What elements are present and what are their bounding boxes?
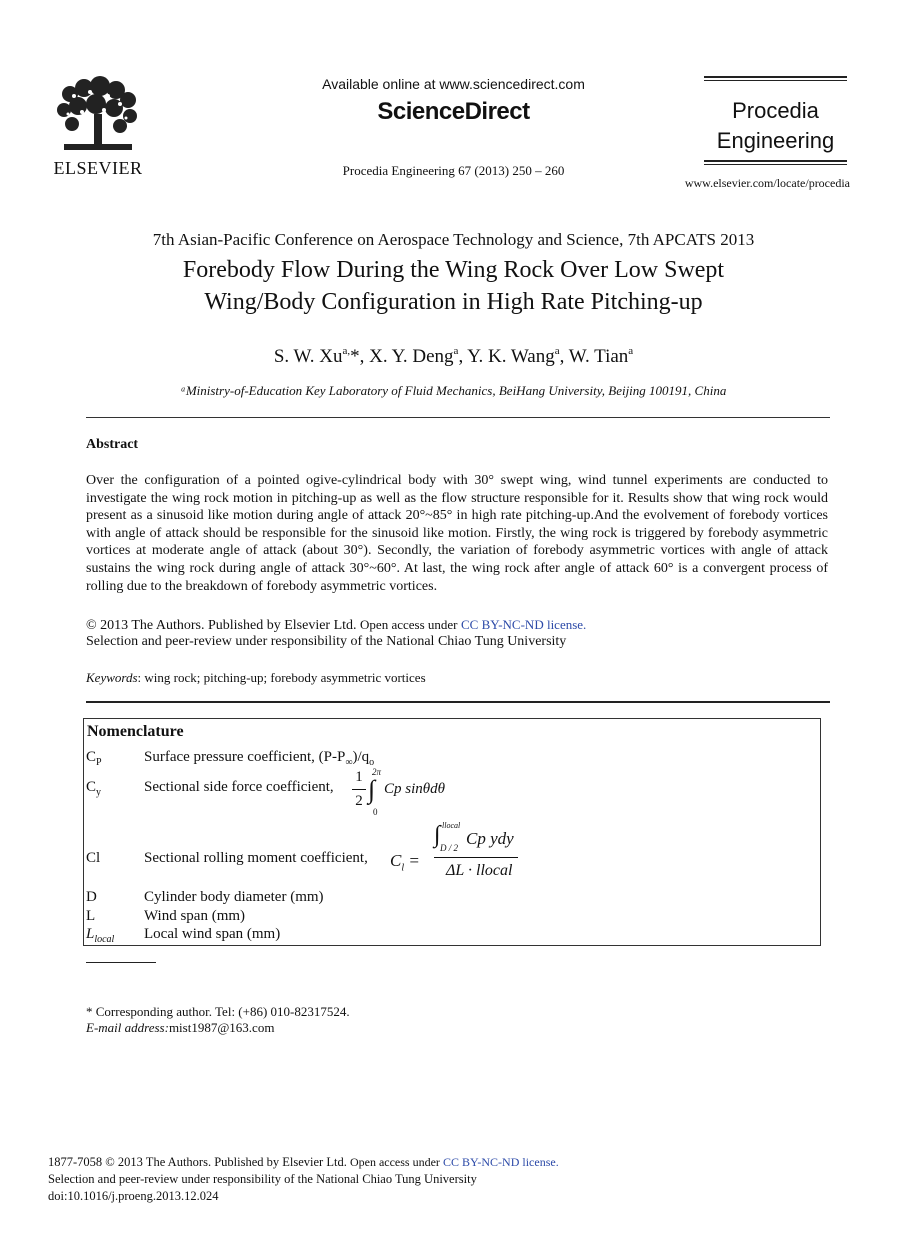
nomenclature-symbol: $C_P$ (86, 749, 102, 768)
author-name: Y. K. Wang (467, 346, 555, 367)
formula-denominator: 2 (355, 793, 363, 809)
formula-lhs: $C_l$ = (390, 851, 420, 874)
divider (704, 164, 847, 165)
formula-numerator: 1 (355, 769, 363, 785)
fraction-bar (352, 789, 366, 790)
author-name: W. Tian (568, 346, 629, 367)
divider (704, 80, 847, 81)
nomenclature-symbol: L (86, 908, 96, 924)
open-access-text: Open access under (349, 1155, 440, 1169)
nomenclature-description: Wind span (mm) (144, 908, 246, 924)
journal-name-line1: Procedia (732, 98, 819, 123)
email-note (86, 1020, 274, 1036)
issn-text: 1877-7058 © 2013 The Authors. Published by Elsevier Ltd. (48, 1155, 347, 1169)
affiliation: ᵃMinistry-of-Education Key Laboratory of Fluid Mechanics, BeiHang University, Beijing 100191, China (180, 383, 727, 398)
title-line-1: Forebody Flow During the Wing Rock Over Low Swept (182, 257, 725, 283)
journal-url[interactable]: www.elsevier.com/locate/procedia (684, 176, 850, 190)
rolling-moment-formula (390, 821, 530, 891)
integrand: Cp ydy (466, 829, 514, 848)
license-link[interactable]: CC BY-NC-ND license. (461, 617, 587, 632)
integral-sign: ∫ (434, 822, 441, 848)
open-access-text: Open access under (360, 617, 458, 632)
publisher-name: ELSEVIER (53, 158, 143, 178)
integral-upper-limit: 2π (372, 767, 382, 777)
conference-name: 7th Asian-Pacific Conference on Aerospace Technology and Science, 7th APCATS 2013 (152, 230, 755, 249)
divider (704, 76, 847, 78)
sciencedirect-logo[interactable]: ScienceDirect (377, 98, 530, 125)
copyright-line (86, 617, 586, 634)
keywords-label: Keywords (86, 670, 138, 685)
doi[interactable]: doi:10.1016/j.proeng.2013.12.024 (48, 1189, 219, 1203)
nomenclature-description: Local wind span (mm) (144, 926, 281, 942)
available-online[interactable]: Available online at www.sciencedirect.com (322, 76, 585, 92)
email-label: E-mail address: (86, 1020, 169, 1035)
integrand: Cp sinθdθ (384, 781, 445, 797)
license-link[interactable]: CC BY-NC-ND license. (443, 1155, 559, 1169)
nomenclature-symbol: $L_{local}$ (86, 926, 115, 945)
nomenclature-box (83, 718, 821, 946)
formula-denominator: ΔL · llocal (446, 862, 513, 879)
author-affil-mark: a, (342, 345, 351, 357)
nomenclature-heading: Nomenclature (87, 723, 184, 740)
corresponding-mark: * (350, 346, 360, 367)
author-affil-mark: a (554, 345, 560, 357)
integral-lower-limit: 0 (373, 807, 378, 817)
journal-name (704, 96, 847, 156)
author-affil-mark: a (453, 345, 459, 357)
divider (86, 417, 830, 418)
keywords (86, 670, 426, 686)
keywords-text: : wing rock; pitching-up; forebody asymmetric vortices (137, 670, 426, 685)
nomenclature-symbol: Cl (86, 850, 101, 866)
nomenclature-description: Surface pressure coefficient, $(P-P_\infty)/q_o$ (144, 749, 375, 768)
integral-lower-limit: D / 2 (440, 843, 458, 853)
title-line-2: Wing/Body Configuration in High Rate Pitching-up (204, 289, 703, 315)
abstract-heading: Abstract (86, 437, 139, 452)
author-affil-mark: a (628, 345, 634, 357)
nomenclature-description: Sectional rolling moment coefficient, (144, 850, 368, 866)
author-name: X. Y. Deng (369, 346, 454, 367)
email-address[interactable]: mist1987@163.com (168, 1020, 275, 1035)
copyright-text: © 2013 The Authors. Published by Elsevier Ltd. (86, 618, 357, 633)
author-name: S. W. Xu (273, 346, 343, 367)
corresponding-author-note: * Corresponding author. Tel: (+86) 010-82317524. (86, 1004, 350, 1019)
abstract-text: Over the configuration of a pointed ogive-cylindrical body with 30° swept wing, wind tunnel experiments are conducted to investigate the wing rock motion in pitching-up as well as the flow structure responsible for it. Results show that wing rock would present as a sinusoid like motion during angle of attack 20°~85° in high rate pitching-up.And the evolvement of forebody vortices with angle of attack should be responsible for the sinusoid like motion. Firstly, the wing rock is triggered by forebody asymmetric vortices at moderate angle of attack (about 30°). Secondly, the variation of forebody asymmetric vortices with angle of attack sustains the wing rock during angle of attack 30°~60°. At last, the wing rock after angle of attack 60° is a convergent process of rolling due to the breakdown of forebody asymmetric vortices. (86, 473, 828, 594)
side-force-formula (352, 769, 472, 819)
fraction-bar (434, 857, 518, 858)
issn-line (48, 1155, 559, 1170)
integral-sign: ∫ (368, 775, 376, 804)
nomenclature-symbol: D (86, 889, 97, 905)
divider (704, 160, 847, 162)
nomenclature-symbol: $C_y$ (86, 779, 102, 798)
journal-name-line2: Engineering (716, 128, 835, 153)
nomenclature-description: Cylinder body diameter (mm) (144, 889, 324, 905)
divider (86, 701, 830, 703)
nomenclature-description: Sectional side force coefficient, (144, 779, 334, 795)
integral-upper-limit: llocal (442, 821, 461, 830)
peer-review-line: Selection and peer-review under responsibility of the National Chiao Tung University (86, 634, 567, 649)
author-list: S. W. $Xu^{a,}*$, X. Y. Deng$^a$, Y. K. Wang$^a$, W. Tian$^a$ (273, 345, 634, 367)
journal-reference: Procedia Engineering 67 (2013) 250 – 260 (342, 163, 565, 178)
footnote-divider (86, 962, 156, 963)
peer-review-line: Selection and peer-review under responsibility of the National Chiao Tung University (48, 1172, 477, 1186)
paper-title (0, 254, 907, 318)
